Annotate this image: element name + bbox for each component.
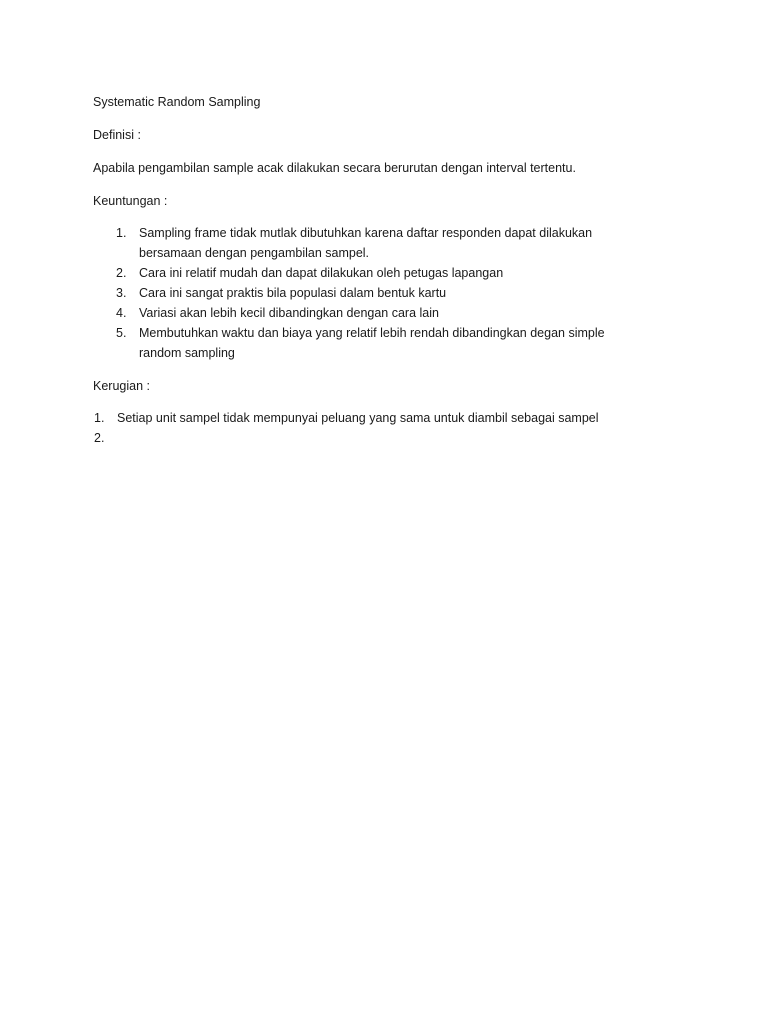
list-item-number: 3. [116,286,127,300]
list-item-number: 1. [94,411,105,425]
list-item [0,323,639,363]
list-item-text: Setiap unit sampel tidak mempunyai peluang yang sama untuk diambil sebagai sampel [117,411,599,425]
document-title: Systematic Random Sampling [93,95,261,109]
list-item-text: Cara ini relatif mudah dan dapat dilakukan oleh petugas lapangan [139,266,504,280]
list-item-number: 2. [94,431,105,445]
disadvantages-list [0,408,768,448]
list-item-number: 4. [116,306,127,320]
list-item [0,223,639,263]
disadvantages-heading: Kerugian : [93,379,150,393]
list-item [0,303,639,323]
list-item [0,408,768,428]
definition-text: Apabila pengambilan sample acak dilakukan secara berurutan dengan interval tertentu. [93,161,576,175]
list-item-text: Variasi akan lebih kecil dibandingkan dengan cara lain [139,306,439,320]
advantages-heading: Keuntungan : [93,194,168,208]
list-item-text: Sampling frame tidak mutlak dibutuhkan karena daftar responden dapat dilakukan bersamaan dengan pengambilan sampel. [139,226,593,260]
list-item-text: Cara ini sangat praktis bila populasi dalam bentuk kartu [139,286,447,300]
list-item [0,283,639,303]
list-item-number: 5. [116,326,127,340]
list-item-text: Membutuhkan waktu dan biaya yang relatif lebih rendah dibandingkan degan simple random sampling [139,326,605,360]
definition-heading: Definisi : [93,128,141,142]
list-item-number: 2. [116,266,127,280]
advantages-list [0,223,768,363]
list-item [0,263,639,283]
list-item-number: 1. [116,226,127,240]
list-item [0,428,768,448]
